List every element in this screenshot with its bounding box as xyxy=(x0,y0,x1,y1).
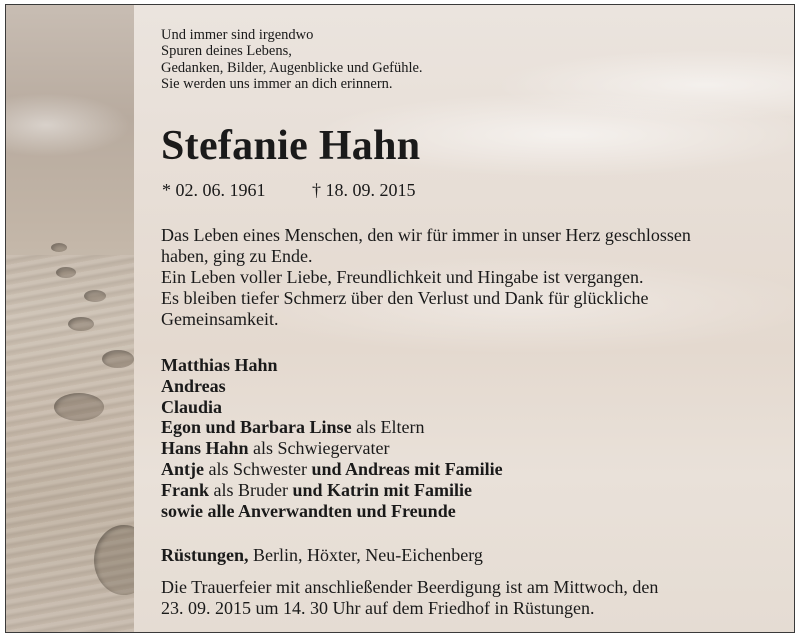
beach-footprints-image xyxy=(6,5,134,632)
place-line xyxy=(161,545,483,566)
paragraph-line: Ein Leben voller Liebe, Freundlichkeit und Hingabe ist vergangen. xyxy=(161,267,644,287)
footprint xyxy=(102,350,134,368)
mourner-name: und Andreas mit Familie xyxy=(311,458,503,479)
footprint xyxy=(54,393,104,421)
footprint xyxy=(84,290,106,302)
mourner-name: Hans Hahn xyxy=(161,438,249,459)
relation-text: als Schwiegervater xyxy=(248,438,390,459)
funeral-line: Die Trauerfeier mit anschließender Beerdigung ist am Mittwoch, den xyxy=(161,577,659,597)
birth-date: * 02. 06. 1961 xyxy=(162,180,266,200)
life-dates xyxy=(162,180,416,201)
mourner-name: und Katrin mit Familie xyxy=(292,479,472,500)
relation-text: als Bruder xyxy=(209,479,293,500)
mourners-list xyxy=(161,355,503,521)
poem-line: Gedanken, Bilder, Augenblicke und Gefühle. xyxy=(161,59,423,76)
mourner-name: sowie alle Anverwandten und Freunde xyxy=(161,500,456,521)
place-main: Rüstungen, xyxy=(161,545,249,565)
mourner-line xyxy=(161,459,503,480)
paragraph-line: Gemeinsamkeit. xyxy=(161,309,279,329)
paragraph-line: Das Leben eines Menschen, den wir für immer in unser Herz geschlossen xyxy=(161,225,691,245)
deceased-name: Stefanie Hahn xyxy=(161,123,421,169)
mourner-line xyxy=(161,501,503,522)
footprint xyxy=(56,267,76,278)
poem-line: Spuren deines Lebens, xyxy=(161,43,292,60)
mourner-line xyxy=(161,417,503,438)
obituary-card xyxy=(5,4,795,633)
mourner-line xyxy=(161,438,503,459)
place-others: Berlin, Höxter, Neu-Eichenberg xyxy=(248,545,483,565)
mourner-line xyxy=(161,397,503,418)
mourner-line xyxy=(161,355,503,376)
mourner-name: Matthias Hahn xyxy=(161,355,278,375)
funeral-notice xyxy=(161,577,658,619)
footprint xyxy=(51,243,67,252)
footprint xyxy=(68,317,94,331)
memorial-paragraph xyxy=(161,225,691,330)
mourner-name: Egon und Barbara Linse xyxy=(161,417,352,438)
paragraph-line: Es bleiben tiefer Schmerz über den Verlust und Dank für glückliche xyxy=(161,288,649,308)
paragraph-line: haben, ging zu Ende. xyxy=(161,246,313,266)
poem-line: Und immer sind irgendwo xyxy=(161,27,314,43)
relation-text: als Schwester xyxy=(204,458,312,479)
poem xyxy=(161,27,423,92)
mourner-name: Antje xyxy=(161,458,204,479)
funeral-line: 23. 09. 2015 um 14. 30 Uhr auf dem Friedhof in Rüstungen. xyxy=(161,598,595,618)
mourner-line xyxy=(161,376,503,397)
mourner-name: Andreas xyxy=(161,375,226,396)
death-date: † 18. 09. 2015 xyxy=(312,180,416,200)
mourner-name: Claudia xyxy=(161,396,223,417)
poem-line: Sie werden uns immer an dich erinnern. xyxy=(161,75,393,92)
mourner-name: Frank xyxy=(161,479,210,500)
mourner-line xyxy=(161,480,503,501)
relation-text: als Eltern xyxy=(351,417,425,438)
